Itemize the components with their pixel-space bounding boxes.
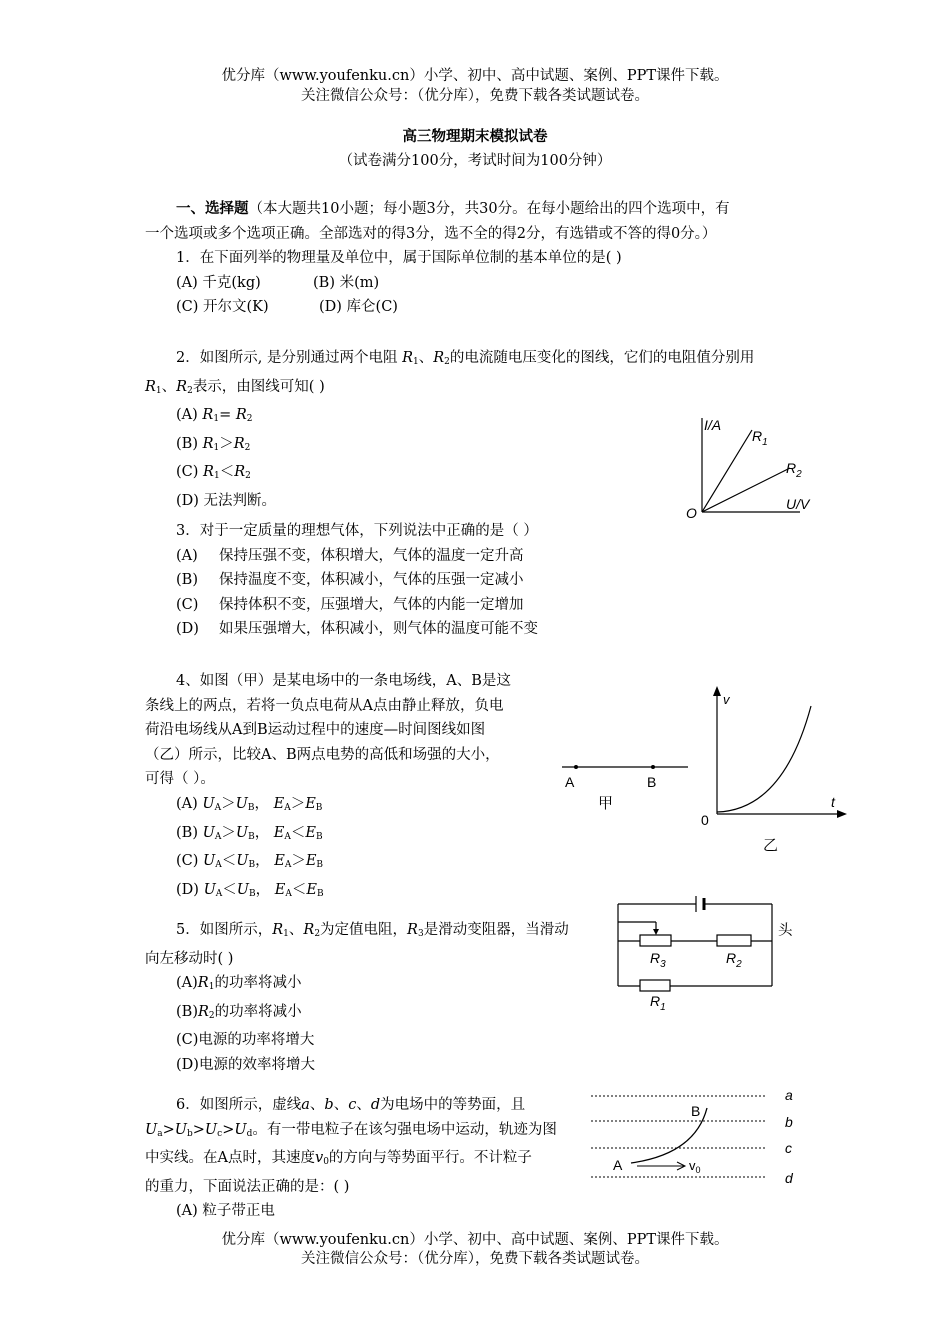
q5-a-sub: 1 [208,982,215,993]
q4-c-u1: U [203,853,216,870]
q4-line-1: 4、如图（甲）是某电场中的一条电场线，A、B是这 [176,673,511,689]
q4-b-label: (B) [176,824,203,841]
q4-d-label: (D) [176,881,204,898]
q2-sep-b: 、 [161,378,177,395]
q4-c-op1: ＜ [221,853,237,870]
exam-title: 高三物理期末模拟试卷 [402,128,548,145]
q2-c-op: ＜ [219,464,235,481]
q6-letter-d: d [370,1097,381,1113]
q2-a-r2: R [235,407,247,424]
q6-label-d: d [785,1170,793,1186]
q5-stem-2: 为定值电阻， [320,922,408,938]
q3-stem: 3．对于一定质量的理想气体，下列说法中正确的是（ ） [176,523,538,539]
q5-option-c: (C)电源的功率将增大 [176,1032,315,1049]
q6-stem-3: 。有一带电粒子在该匀强电场中运动，轨迹为图 [252,1121,557,1138]
q6-ud-sub: d [246,1128,253,1139]
q3-d-text: 如果压强增大，体积减小，则气体的温度可能不变 [219,621,538,638]
q1-option-b: (B) 米(m) [313,274,380,291]
q6-ud: U [234,1121,247,1138]
q2-c-s1: 1 [213,471,220,482]
q6-letter-c: c [348,1097,357,1113]
q5-label-r3 [650,950,666,970]
q5-line-2: 向左移动时( ) [145,950,234,967]
q2-iu-graph [682,412,824,520]
q5-b-text: 的功率将减小 [214,1003,302,1020]
q2-c-label: (C) [176,464,204,481]
q4-c-u2: U [236,853,249,870]
q4-d-u1-sub: A [215,888,223,899]
q2-b-s1: 1 [213,442,220,453]
section-choice [145,197,805,320]
q1-option-a: (A) 千克(kg) [176,274,261,291]
q6-label-a: a [785,1087,793,1103]
q2-a-r1: R [202,407,214,424]
q4-a-u1: U [202,795,215,812]
q4-line-5: 可得（ ）。 [145,771,215,788]
q2-label-r1-text: R [752,428,763,444]
q1-option-d: (D) 库仑(C) [319,299,398,316]
section-heading: 一、选择题 [176,200,249,217]
q2-c-s2: 2 [245,471,251,482]
q3-a-label: (A) [176,547,198,564]
q5-label-r1-sub: 1 [660,1002,666,1013]
q2-r1b-sub: 1 [155,385,162,396]
q2-label-r1-sub: 1 [762,437,768,448]
q6-v0-label-sub: 0 [695,1165,701,1175]
q4-a-comma: ， [254,795,269,812]
q6-v0-label-text: v [689,1158,696,1173]
q6-gt-3: > [222,1121,235,1138]
q4-a-op1: ＞ [221,795,236,812]
q6-letter-a: a [301,1097,310,1113]
q5-r2-sub: 2 [314,929,321,939]
q4-d-comma: ， [255,881,271,898]
q3-b-text: 保持温度不变，体积减小，气体的压强一定减小 [219,572,524,589]
q5-tail-char: 头 [778,923,793,939]
q4-b-op1: ＞ [221,824,236,841]
q5-a-text: 的功率将减小 [214,975,302,992]
q2-stem-1: 2．如图所示, 是分别通过两个电阻 [176,350,398,366]
q2-r1-sub: 1 [412,357,419,367]
q5-label-r2-sub: 2 [736,959,742,970]
q6-point-b: B [691,1103,701,1119]
q3-d-label: (D) [176,621,199,638]
q6-v0-label [689,1158,701,1175]
q4-b-u2: U [235,824,249,841]
q2-b-s2: 2 [244,442,251,453]
q4-c-u1-sub: A [215,860,222,871]
q6-uc: U [204,1121,218,1138]
q6-equipotential-figure [585,1082,805,1192]
q4-b-e1-sub: A [284,831,291,842]
q6-gt-1: > [162,1121,175,1138]
q4-vt-graph [693,684,853,856]
q2-a-s2: 2 [246,414,253,425]
q5-stem-1: 5．如图所示， [176,922,273,938]
q2-b-r2: R [233,435,245,452]
q4-d-u2-sub: B [249,888,256,899]
q6-sep-1: 、 [309,1097,325,1113]
q4-a-op2: ＞ [290,795,306,812]
q2-y-label: I/A [704,417,722,433]
q6-ua-sub: a [157,1128,163,1139]
q5-b-sub: 2 [208,1010,215,1021]
q4-c-e1-sub: A [284,860,292,871]
q4-a-u1-sub: A [214,802,222,813]
q1-option-c: (C) 开尔文(K) [176,299,269,316]
q5-r2: R [303,922,315,938]
q3-a-text: 保持压强不变，体积增大，气体的温度一定升高 [219,547,524,564]
q1-stem: 1．在下面列举的物理量及单位中，属于国际单位制的基本单位的是( ) [176,250,622,267]
q5-label-r1-text: R [650,993,661,1009]
q6-option-a: (A) 粒子带正电 [176,1203,275,1220]
q4-line-4: （乙）所示，比较A、B两点电势的高低和场强的大小， [145,746,500,763]
q2-b-r1: R [202,435,214,452]
section-desc-1: （本大题共10小题；每小题3分，共30分。在每小题给出的四个选项中，有 [248,201,730,217]
q4-vt-curve [717,706,811,812]
header-line-1: 优分库（www.youfenku.cn）小学、初中、高中试题、案例、PPT课件下载。 [221,68,729,84]
q4-c-e2-sub: B [316,860,324,871]
q2-option-d: (D) 无法判断。 [176,492,277,509]
q4-v-arrow [713,686,721,696]
q6-gt-2: > [192,1121,205,1138]
q4-b-u2-sub: B [248,831,255,842]
q4-d-op2: ＜ [291,881,307,898]
q5-label-r3-sub: 3 [660,959,666,970]
q6-stem-2: 为电场中的等势面，且 [380,1097,526,1113]
q4-a-label: (A) [176,795,203,812]
q4-c-e1: E [274,853,285,870]
q2-a-op: = [219,407,236,424]
question-3 [145,519,805,642]
q2-r1b: R [145,378,156,395]
q5-sep: 、 [288,922,304,938]
footer-line-1: 优分库（www.youfenku.cn）小学、初中、高中试题、案例、PPT课件下载。 [221,1232,729,1248]
q4-b-e2-sub: B [315,831,323,842]
q5-label-r2-text: R [726,950,737,966]
header-line-2: 关注微信公众号：（优分库），免费下载各类试题试卷。 [301,88,649,104]
q4-c-op2: ＞ [291,853,306,870]
q4-d-op1: ＜ [222,881,237,898]
q4-point-a-dot [574,765,578,769]
q4-v-label: v [723,692,730,707]
q5-stem-3: 是滑动变阻器，当滑动 [423,922,569,938]
q4-t-arrow [837,810,847,818]
q6-v0: v [314,1150,324,1167]
q2-r2b-sub: 2 [187,385,193,396]
q4-t-label: t [831,794,835,810]
q4-b-u1: U [202,824,215,841]
q5-label-r3-text: R [650,950,661,966]
q5-label-r2 [726,950,742,970]
q2-b-op: ＞ [219,435,234,452]
q2-r2: R [433,350,445,366]
q3-option-b [145,568,805,593]
q4-b-comma: ， [254,824,270,841]
q6-letter-b: b [324,1097,334,1113]
q2-r1: R [402,350,413,366]
q4-d-u2: U [236,881,250,898]
q5-resistor-r1 [640,980,670,991]
q4-point-b-dot [651,765,655,769]
q4-d-e2: E [306,881,317,898]
q4-d-u1: U [203,881,216,898]
q6-sep-3: 、 [356,1097,371,1113]
q2-label-r2 [786,460,802,480]
section-desc-2: 一个选项或多个选项正确。全部选对的得3分，选不全的得2分，有选错或不答的得0分。） [145,225,717,242]
q3-option-d [145,617,805,642]
q5-a-r: R [197,975,209,992]
q2-a-label: (A) [176,407,203,424]
q6-line-3b: 的方向与等势面平行。不计粒子 [328,1150,532,1167]
q4-a-u2: U [235,795,248,812]
q4-b-e1: E [273,824,285,841]
q4-point-a-label: A [565,774,575,790]
q4-a-e1: E [273,795,285,812]
q2-sep: 、 [418,350,434,366]
q6-ub-sub: b [187,1128,193,1139]
q3-b-label: (B) [176,572,198,589]
q2-c-r1: R [203,464,214,481]
q2-x-label: U/V [786,496,810,512]
q5-r3: R [407,922,418,938]
q6-point-a: A [613,1157,623,1173]
q6-line-3: 中实线。在A点时，其速度 [145,1150,315,1167]
q2-label-r1 [752,428,768,448]
q2-label-r2-sub: 2 [796,469,802,480]
q5-resistor-r3 [640,935,671,946]
q5-circuit [610,888,778,1014]
q5-label-r1 [650,993,666,1013]
q3-c-text: 保持体积不变，压强增大，气体的内能一定增加 [219,596,524,613]
q4-c-e2: E [305,853,317,870]
q4-d-e1: E [274,881,286,898]
q6-ub: U [174,1121,187,1138]
q5-r3-sub: 3 [417,929,424,939]
q6-sep-2: 、 [333,1097,349,1113]
footer-line-2: 关注微信公众号：（优分库），免费下载各类试题试卷。 [301,1251,649,1267]
q3-c-label: (C) [176,596,199,613]
q6-v0-sub: 0 [323,1157,329,1168]
q5-b-label: (B) [176,1003,198,1020]
q4-a-e2: E [305,795,316,812]
q2-a-s1: 1 [213,414,220,425]
q2-stem-2: 的电流随电压变化的图线，它们的电阻值分别用 [449,350,755,366]
q2-stem-3: 表示，由图线可知( ) [192,378,325,395]
exam-subtitle: （试卷满分100分，考试时间为100分钟） [338,153,612,169]
q4-caption-jia: 甲 [598,795,614,812]
q5-b-r: R [197,1003,209,1020]
q4-c-label: (C) [176,853,204,870]
q4-a-e1-sub: A [284,802,291,813]
q4-b-u1-sub: A [214,831,222,842]
q2-label-r2-text: R [786,460,797,476]
q4-a-u2-sub: B [247,802,255,813]
q4-point-b-label: B [647,774,657,790]
q5-resistor-r2 [717,935,751,946]
q3-option-c [145,593,805,618]
q4-b-e2: E [305,824,316,841]
q2-b-label: (B) [176,435,203,452]
q4-field-line-figure [558,755,693,815]
q4-line-3: 荷沿电场线从A到B运动过程中的速度—时间图线如图 [145,722,486,739]
q4-origin: 0 [701,812,709,828]
q4-d-e2-sub: B [316,888,324,899]
q4-c-comma: ， [255,853,270,870]
q4-b-op2: ＜ [290,824,306,841]
q5-r1-sub: 1 [283,929,289,939]
q4-c-u2-sub: B [248,860,256,871]
q5-r1: R [272,922,284,938]
q4-d-e1-sub: A [285,888,292,899]
q6-label-b: b [785,1114,793,1130]
q4-a-e2-sub: B [315,802,323,813]
q5-option-d: (D)电源的效率将增大 [176,1056,315,1073]
q2-r2b: R [176,378,188,395]
q6-uc-sub: c [217,1128,223,1139]
q5-slider-arrow [653,929,659,935]
q2-r2-sub: 2 [444,357,450,367]
q5-a-label: (A) [176,975,198,992]
q4-caption-yi: 乙 [763,837,779,854]
q2-origin: O [686,505,697,520]
q2-c-r2: R [234,464,246,481]
q6-ua: U [145,1121,158,1138]
q4-line-2: 条线上的两点，若将一负点电荷从A点由静止释放，负电 [145,697,504,714]
q3-option-a [145,544,805,569]
q6-stem-1: 6．如图所示，虚线 [176,1097,302,1113]
q6-label-c: c [785,1140,792,1156]
q6-line-4: 的重力，下面说法正确的是：( ) [145,1178,350,1195]
